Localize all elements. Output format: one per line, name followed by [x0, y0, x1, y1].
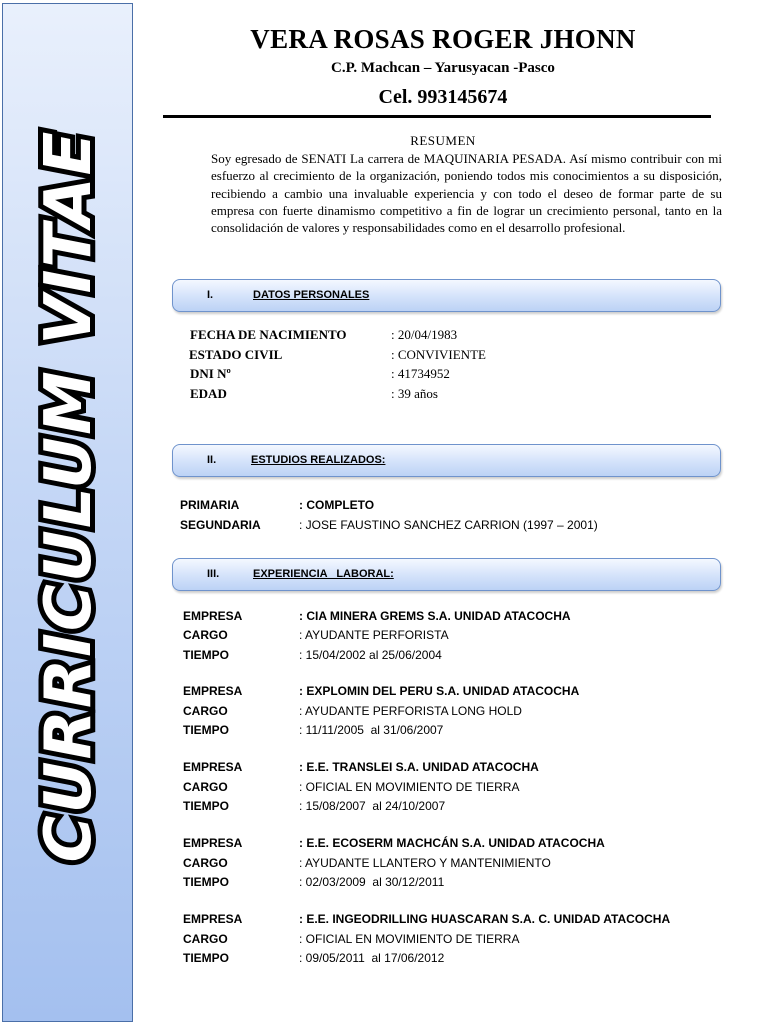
- personal-label-dni: DNI Nº: [190, 366, 231, 381]
- personal-label-civil-status: ESTADO CIVIL: [189, 347, 283, 362]
- experience-time: : 11/11/2005 al 31/06/2007: [299, 723, 444, 737]
- experience-label-time: TIEMPO: [183, 723, 230, 737]
- experience-label-role: CARGO: [183, 780, 228, 794]
- section-number: III.: [207, 568, 220, 580]
- section-number: II.: [207, 454, 217, 466]
- section-number: I.: [207, 289, 214, 301]
- experience-label-time: TIEMPO: [183, 875, 230, 889]
- section-title: EXPERIENCIA LABORAL:: [253, 568, 394, 580]
- personal-value-birthdate: : 20/04/1983: [391, 327, 458, 342]
- candidate-name: VERA ROSAS ROGER JHONN: [250, 24, 636, 54]
- experience-role: : AYUDANTE PERFORISTA LONG HOLD: [299, 704, 522, 718]
- personal-label-age: EDAD: [190, 386, 227, 401]
- experience-time: : 15/04/2002 al 25/06/2004: [299, 648, 442, 662]
- experience-label-role: CARGO: [183, 856, 228, 870]
- personal-value-civil-status: : CONVIVIENTE: [391, 347, 486, 362]
- personal-value-dni: : 41734952: [391, 366, 450, 381]
- personal-label-birthdate: FECHA DE NACIMIENTO: [190, 327, 347, 342]
- experience-label-time: TIEMPO: [183, 951, 230, 965]
- experience-label-company: EMPRESA: [183, 684, 243, 698]
- experience-role: : OFICIAL EN MOVIMIENTO DE TIERRA: [299, 780, 520, 794]
- experience-label-company: EMPRESA: [183, 836, 243, 850]
- sidebar-title: CURRICULUM VITAE: [32, 129, 106, 863]
- experience-role: : AYUDANTE PERFORISTA: [299, 628, 449, 642]
- experience-company: : E.E. TRANSLEI S.A. UNIDAD ATACOCHA: [299, 760, 539, 774]
- experience-role: : AYUDANTE LLANTERO Y MANTENIMIENTO: [299, 856, 551, 870]
- experience-company: : E.E. ECOSERM MACHCÁN S.A. UNIDAD ATACOCHA: [299, 836, 605, 850]
- experience-time: : 09/05/2011 al 17/06/2012: [299, 951, 445, 965]
- experience-label-time: TIEMPO: [183, 648, 230, 662]
- candidate-address: C.P. Machcan – Yarusyacan -Pasco: [331, 60, 555, 76]
- experience-role: : OFICIAL EN MOVIMIENTO DE TIERRA: [299, 932, 520, 946]
- section-header-personal: [172, 279, 721, 312]
- studies-label-primary: PRIMARIA: [180, 498, 240, 512]
- experience-company: : CIA MINERA GREMS S.A. UNIDAD ATACOCHA: [299, 609, 571, 623]
- studies-value-primary: : COMPLETO: [299, 498, 375, 512]
- experience-time: : 02/03/2009 al 30/12/2011: [299, 875, 445, 889]
- experience-label-role: CARGO: [183, 704, 228, 718]
- experience-label-company: EMPRESA: [183, 912, 243, 926]
- experience-label-role: CARGO: [183, 628, 228, 642]
- section-title: DATOS PERSONALES: [253, 289, 370, 301]
- personal-value-age: : 39 años: [391, 386, 438, 401]
- section-header-studies: [172, 444, 721, 477]
- header-divider: [163, 115, 711, 118]
- studies-label-secondary: SEGUNDARIA: [180, 518, 261, 532]
- experience-company: : EXPLOMIN DEL PERU S.A. UNIDAD ATACOCHA: [299, 684, 580, 698]
- summary-title: RESUMEN: [410, 133, 476, 148]
- section-title: ESTUDIOS REALIZADOS:: [251, 454, 386, 466]
- experience-company: : E.E. INGEODRILLING HUASCARAN S.A. C. UNIDAD ATACOCHA: [299, 912, 671, 926]
- experience-time: : 15/08/2007 al 24/10/2007: [299, 799, 446, 813]
- section-header-experience: [172, 558, 721, 591]
- experience-label-time: TIEMPO: [183, 799, 230, 813]
- candidate-phone: Cel. 993145674: [378, 86, 508, 108]
- experience-label-role: CARGO: [183, 932, 228, 946]
- experience-label-company: EMPRESA: [183, 760, 243, 774]
- studies-value-secondary: : JOSE FAUSTINO SANCHEZ CARRION (1997 – 2001): [299, 518, 598, 532]
- experience-label-company: EMPRESA: [183, 609, 243, 623]
- sidebar-banner: [2, 3, 133, 1022]
- summary-text: Soy egresado de SENATI La carrera de MAQUINARIA PESADA. Así mismo contribuir con mi esfuerzo al crecimiento de la organización, poniendo todos mis conocimientos a su disposición, recibiendo a cambio una invaluable experiencia y con todo el deseo de formar parte de su empresa con fuerte dinamismo competitivo a fin de lograr un crecimiento personal, tanto en la consolidación de valores y responsabilidades como en el desarrollo profesional.: [211, 151, 722, 236]
